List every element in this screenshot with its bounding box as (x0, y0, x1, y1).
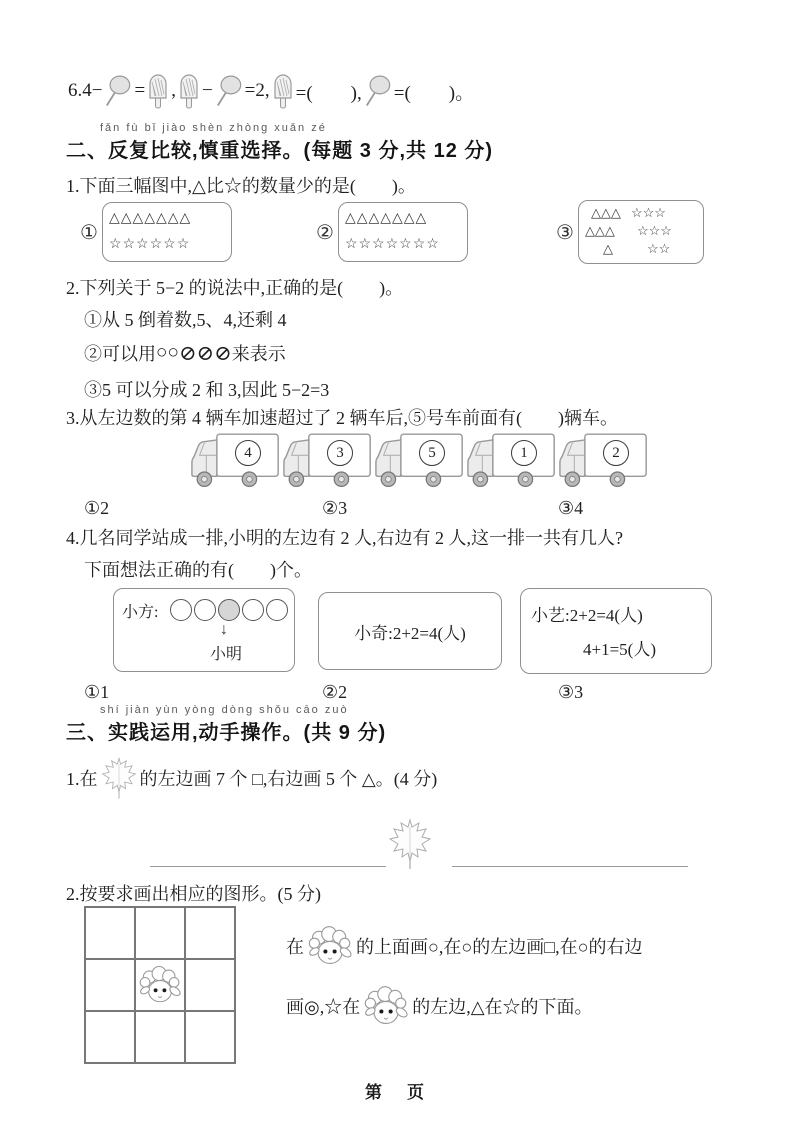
section-three-heading (66, 704, 386, 745)
person-circle (242, 599, 264, 621)
plain-circles: ○○ (156, 342, 179, 363)
crossed-circles: ⊘⊘⊘ (178, 340, 232, 365)
q2-option-3: ③5 可以分成 2 和 3,因此 5−2=3 (84, 380, 330, 400)
grid-cell (185, 1011, 235, 1063)
q2-option-2 (84, 340, 286, 366)
answer-line-left (150, 866, 386, 867)
choice-label: ③ (556, 221, 574, 244)
truck-number: 5 (419, 440, 445, 466)
star-row: ☆☆☆☆☆☆☆ (344, 237, 440, 252)
person-circle (170, 599, 192, 621)
instruction-line-1 (286, 920, 776, 972)
q6-text: 6.4− (68, 80, 103, 101)
idea-text: 小奇:2+2=4(人) (354, 623, 466, 643)
truck-icon (282, 430, 374, 494)
q4-text-line1: 4.几名同学站成一排,小明的左边有 2 人,右边有 2 人,这一排一共有几人? (66, 528, 623, 548)
grid-cell (135, 1011, 185, 1063)
section-two-heading (66, 122, 493, 163)
choice-label: ① (80, 221, 98, 244)
maple-leaf-icon (101, 756, 137, 800)
grid-cell (85, 907, 135, 959)
truck-icon (558, 430, 650, 494)
truck-number: 1 (511, 440, 537, 466)
q4-idea-box-2 (318, 592, 502, 670)
person-circle-highlighted (218, 599, 240, 621)
line2-pre: 画◎,☆在 (286, 997, 361, 1017)
q2-option2-suffix: 来表示 (231, 344, 286, 364)
popsicle-icon (147, 72, 169, 110)
q2-option-1: ①从 5 倒着数,5、4,还剩 4 (84, 310, 287, 330)
idea-line1 (531, 601, 643, 626)
q1-text: 1.下面三幅图中,△比☆的数量少的是( )。 (66, 176, 416, 196)
s3-q2-text: 2.按要求画出相应的图形。(5 分) (66, 884, 321, 904)
sheep-icon (138, 965, 182, 1005)
q4-answer-option-2: ②2 (322, 682, 348, 702)
grid-cell-sheep (135, 959, 185, 1011)
star-row: ☆☆☆☆☆☆ (108, 237, 191, 252)
grid-cell (185, 907, 235, 959)
section-three-pinyin: shí jiàn yùn yòng dòng shǒu cāo zuò (100, 704, 349, 716)
q2-option2-prefix: ②可以用 (84, 344, 156, 364)
star-row: ☆☆ (646, 241, 671, 256)
answer-line-right (452, 866, 688, 867)
person-label: 小明 (210, 646, 243, 663)
truck-icon (190, 430, 282, 494)
lollipop-icon (215, 74, 243, 109)
idea-line2: 4+1=5(人) (583, 640, 656, 659)
truck-number: 2 (603, 440, 629, 466)
q4-answer-option-1: ①1 (84, 682, 110, 702)
down-arrow-icon: ↓ (220, 621, 228, 638)
triangle-row: △△△ (584, 223, 615, 238)
grid-cell (135, 907, 185, 959)
star-cluster (627, 204, 672, 260)
sheep-icon (363, 986, 409, 1026)
people-circles (170, 599, 290, 621)
page-footer: 第 页 (365, 1083, 428, 1102)
s3-q1-post: 的左边画 7 个 □,右边画 5 个 △。(4 分) (139, 769, 438, 789)
shape-box-1 (102, 202, 232, 262)
sheep-icon (307, 926, 353, 966)
q1-choice-3 (556, 200, 704, 264)
popsicle-icon (272, 72, 294, 110)
q6-text: = (134, 80, 146, 101)
q6-blank: =( ), (295, 82, 362, 104)
lollipop-icon (364, 74, 392, 109)
triangle-row: △△△ (590, 205, 621, 220)
q6-text: − (201, 80, 213, 101)
q3-answer-option-2: ②3 (322, 498, 348, 518)
truck-number: 4 (235, 440, 261, 466)
q3-answer-option-1: ①2 (84, 498, 110, 518)
choice-label: ② (316, 221, 334, 244)
shape-box-2 (338, 202, 468, 262)
q2-text: 2.下列关于 5−2 的说法中,正确的是( )。 (66, 278, 404, 298)
student-name: 小艺: (531, 606, 570, 625)
section-two-title: 二、反复比较,慎重选择。(每题 3 分,共 12 分) (66, 140, 494, 162)
question-6-equation (66, 72, 476, 110)
triangle-row: △△△△△△△ (344, 211, 428, 226)
star-row: ☆☆☆ (630, 205, 666, 220)
q4-answer-option-3: ③3 (558, 682, 584, 702)
student-name: 小方: (122, 604, 159, 621)
truck-icon (374, 430, 466, 494)
person-circle (266, 599, 288, 621)
grid-cell (85, 959, 135, 1011)
s3-q1-text (66, 756, 437, 800)
equation: 2+2=4(人) (569, 606, 643, 625)
q1-choice-2 (316, 202, 468, 262)
line2-post: 的左边,△在☆的下面。 (412, 997, 593, 1017)
q6-blank: =( )。 (393, 82, 475, 104)
drawing-grid (84, 906, 236, 1064)
q4-idea-box-1 (113, 588, 295, 672)
instruction-line-2 (286, 980, 776, 1032)
q4-text-line2: 下面想法正确的有( )个。 (84, 560, 312, 580)
line1-post: 的上面画○,在○的左边画□,在○的右边 (356, 937, 643, 957)
section-three-title: 三、实践运用,动手操作。(共 9 分) (66, 722, 387, 744)
truck-number: 3 (327, 440, 353, 466)
lollipop-icon (104, 74, 132, 109)
truck-icon (466, 430, 558, 494)
s3-q1-pre: 1.在 (66, 769, 98, 789)
line1-pre: 在 (286, 937, 304, 957)
grid-cell (85, 1011, 135, 1063)
q4-idea-box-3 (520, 588, 712, 674)
section-two-pinyin: fǎn fù bǐ jiào shèn zhòng xuǎn zé (100, 122, 327, 134)
maple-leaf-icon (388, 818, 432, 870)
s3-q2-instructions (286, 920, 776, 1032)
q6-text: =2, (244, 80, 270, 101)
q3-answer-option-3: ③4 (558, 498, 584, 518)
popsicle-icon (178, 72, 200, 110)
shape-box-3 (578, 200, 704, 264)
person-circle (194, 599, 216, 621)
q6-text: , (171, 80, 176, 101)
star-row: ☆☆☆ (636, 223, 672, 238)
triangle-row: △△△△△△△ (108, 211, 192, 226)
truck-row (190, 430, 650, 494)
triangle-cluster (585, 204, 621, 260)
grid-cell (185, 959, 235, 1011)
q1-choice-1 (80, 202, 232, 262)
q3-text: 3.从左边数的第 4 辆车加速超过了 2 辆车后,⑤号车前面有( )辆车。 (66, 408, 618, 428)
triangle-row: △ (602, 241, 613, 256)
